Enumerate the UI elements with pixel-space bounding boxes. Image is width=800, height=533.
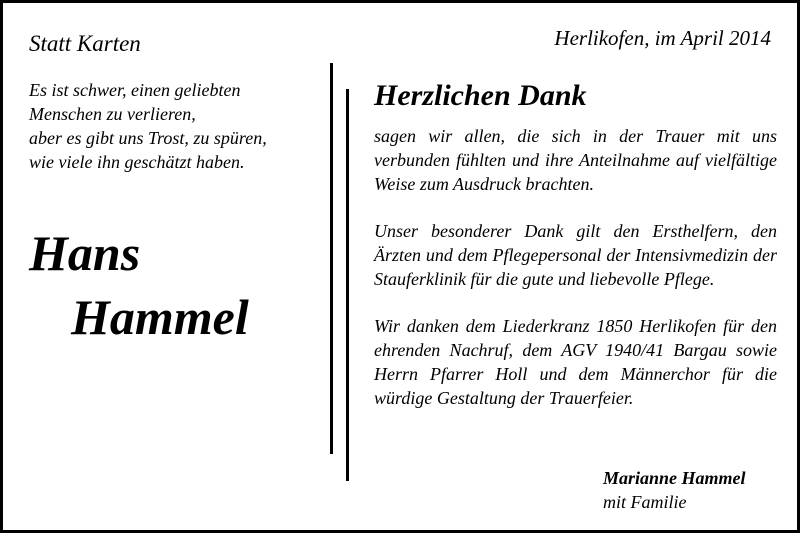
thanks-body [374,124,777,410]
poem-line: Es ist schwer, einen geliebten [29,80,241,100]
poem [29,78,329,174]
signature [603,466,746,514]
thanks-heading: Herzlichen Dank [374,79,587,112]
thanks-paragraph: Unser besonderer Dank gilt den Ersthelfern, den Ärzten und dem Pflegepersonal der Intensivmedizin der Stauferklinik für die gute und liebevolle Pflege. [374,221,777,289]
deceased-last-name: Hammel [71,289,249,345]
thanks-paragraph: Wir danken dem Liederkranz 1850 Herlikofen für den ehrenden Nachruf, dem AGV 1940/41 Bargau sowie Herrn Pfarrer Holl und dem Männerchor für die würdige Gestaltung der Trauerfeier. [374,316,777,408]
signature-name: Marianne Hammel [603,468,746,488]
signature-suffix: mit Familie [603,492,687,512]
deceased-first-name: Hans [29,225,141,281]
thanks-paragraph: sagen wir allen, die sich in der Trauer mit uns verbunden fühlten und ihre Anteilnahme auf vielfältige Weise zum Ausdruck brachten. [374,126,777,194]
vertical-divider [346,89,349,481]
poem-line: Menschen zu verlieren, [29,104,196,124]
salutation: Statt Karten [29,31,141,56]
vertical-divider [330,63,333,454]
dateline: Herlikofen, im April 2014 [554,26,771,50]
poem-line: wie viele ihn geschätzt haben. [29,152,245,172]
poem-line: aber es gibt uns Trost, zu spüren, [29,128,267,148]
